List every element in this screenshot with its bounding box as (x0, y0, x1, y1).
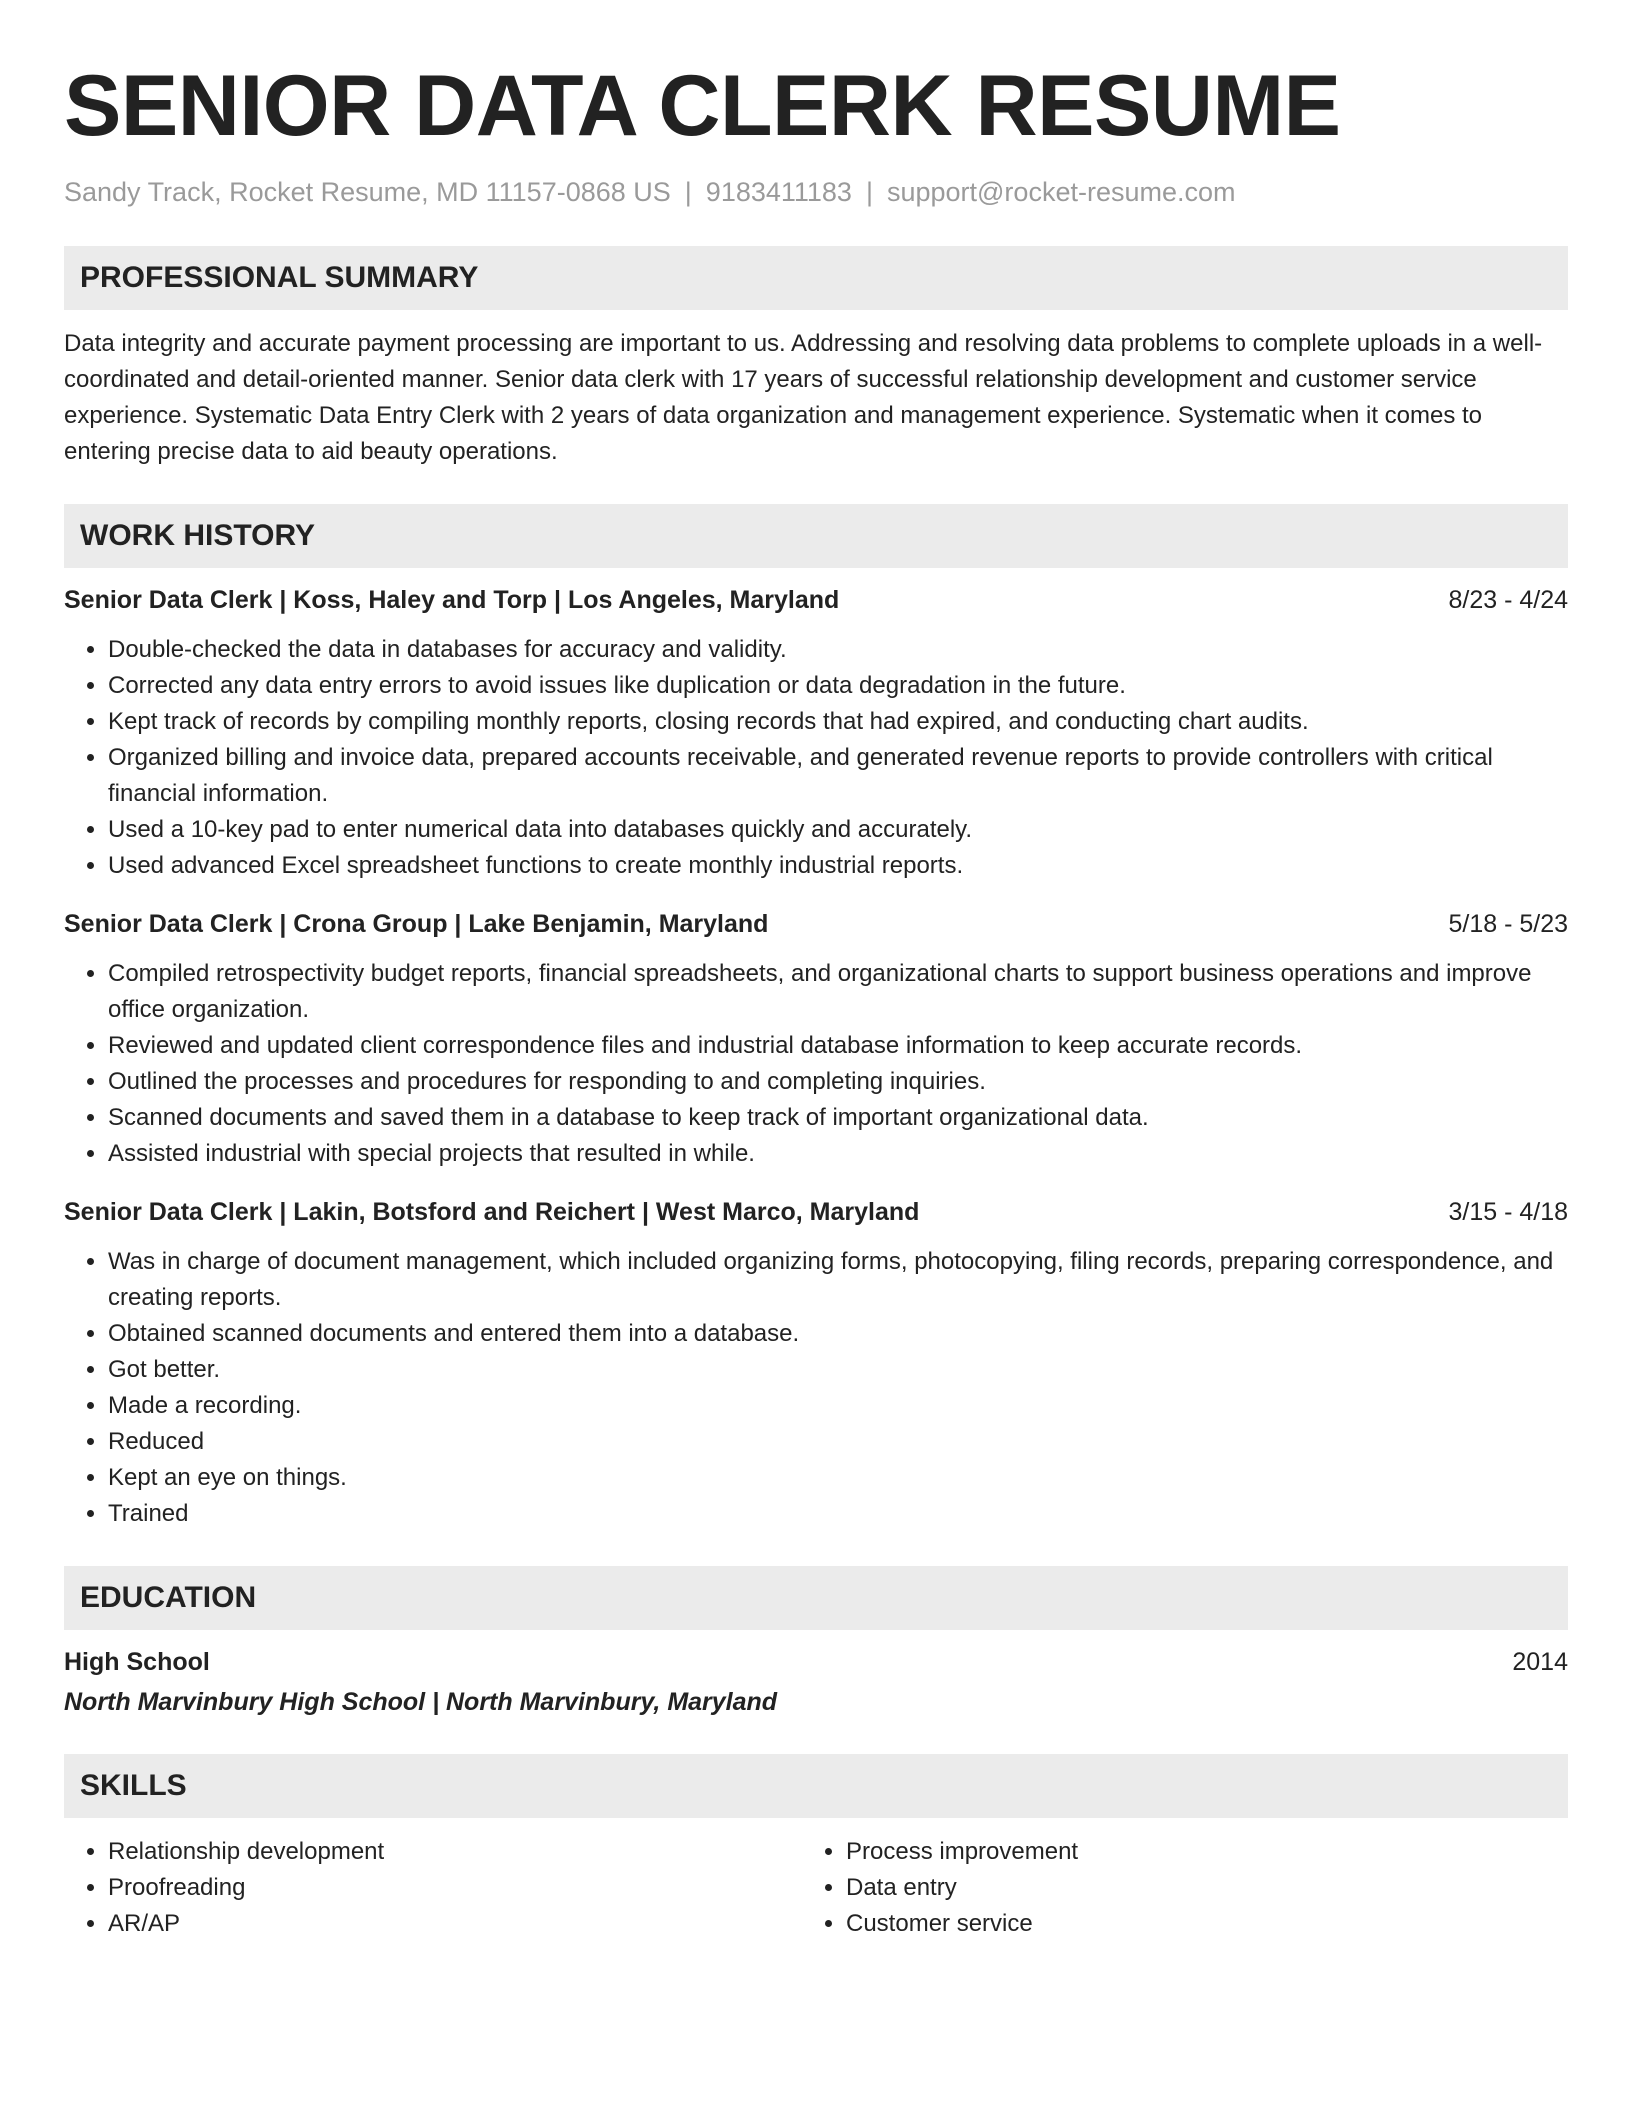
education-entry (64, 1644, 1568, 1720)
list-item: • Got better. (108, 1352, 1568, 1388)
contact-address: Sandy Track, Rocket Resume, MD 11157-0868 US (64, 177, 671, 207)
job-title: Senior Data Clerk | Koss, Haley and Torp | Los Angeles, Maryland (64, 586, 840, 614)
job-entry (64, 906, 1568, 1172)
section-header-summary: PROFESSIONAL SUMMARY (64, 246, 1568, 310)
job-dates: 8/23 - 4/24 (1448, 586, 1568, 614)
section-header-work-history: WORK HISTORY (64, 504, 1568, 568)
list-item: • Compiled retrospectivity budget reports, financial spreadsheets, and organizational charts to support business operations and improve office organization. (108, 956, 1568, 1028)
job-header (64, 582, 1568, 618)
list-item: • Used a 10-key pad to enter numerical data into databases quickly and accurately. (108, 812, 1568, 848)
job-bullets (64, 632, 1568, 884)
skills-grid (64, 1834, 1568, 1942)
skills-list (802, 1834, 1540, 1942)
list-item: • Kept an eye on things. (108, 1460, 1568, 1496)
job-dates: 3/15 - 4/18 (1448, 1198, 1568, 1226)
skills-column-right (802, 1834, 1540, 1942)
job-header (64, 1194, 1568, 1230)
job-entry (64, 1194, 1568, 1532)
contact-email: support@rocket-resume.com (886, 177, 1236, 207)
list-item: • AR/AP (108, 1906, 802, 1942)
job-entry (64, 582, 1568, 884)
job-header (64, 906, 1568, 942)
job-title: Senior Data Clerk | Crona Group | Lake Benjamin, Maryland (64, 910, 769, 938)
list-item: • Double-checked the data in databases for accuracy and validity. (108, 632, 1568, 668)
list-item: • Was in charge of document management, which included organizing forms, photocopying, filing records, preparing correspondence, and creating reports. (108, 1244, 1568, 1316)
list-item: • Reviewed and updated client correspondence files and industrial database information to keep accurate records. (108, 1028, 1568, 1064)
education-degree: High School (64, 1648, 210, 1676)
education-year: 2014 (1512, 1648, 1568, 1676)
list-item: • Trained (108, 1496, 1568, 1532)
list-item: • Corrected any data entry errors to avoid issues like duplication or data degradation in the future. (108, 668, 1568, 704)
list-item: • Reduced (108, 1424, 1568, 1460)
list-item: • Organized billing and invoice data, prepared accounts receivable, and generated revenue reports to provide controllers with critical financial information. (108, 740, 1568, 812)
education-school: North Marvinbury High School | North Marvinbury, Maryland (64, 1688, 778, 1716)
skills-column-left (64, 1834, 802, 1942)
list-item: • Scanned documents and saved them in a database to keep track of important organizational data. (108, 1100, 1568, 1136)
list-item: • Customer service (846, 1906, 1540, 1942)
section-header-education: EDUCATION (64, 1566, 1568, 1630)
contact-line (64, 174, 1568, 210)
resume-title: SENIOR DATA CLERK RESUME (64, 58, 1341, 154)
list-item: • Assisted industrial with special projects that resulted in while. (108, 1136, 1568, 1172)
list-item: • Data entry (846, 1870, 1540, 1906)
job-bullets (64, 1244, 1568, 1532)
contact-separator: | (865, 177, 873, 207)
list-item: • Process improvement (846, 1834, 1540, 1870)
list-item: • Made a recording. (108, 1388, 1568, 1424)
contact-separator: | (684, 177, 692, 207)
job-dates: 5/18 - 5/23 (1448, 910, 1568, 938)
list-item: • Outlined the processes and procedures for responding to and completing inquiries. (108, 1064, 1568, 1100)
job-bullets (64, 956, 1568, 1172)
section-header-skills: SKILLS (64, 1754, 1568, 1818)
list-item: • Kept track of records by compiling monthly reports, closing records that had expired, and conducting chart audits. (108, 704, 1568, 740)
list-item: • Obtained scanned documents and entered them into a database. (108, 1316, 1568, 1352)
skills-list (64, 1834, 802, 1942)
list-item: • Relationship development (108, 1834, 802, 1870)
contact-phone: 9183411183 (705, 177, 852, 207)
list-item: • Used advanced Excel spreadsheet functions to create monthly industrial reports. (108, 848, 1568, 884)
list-item: • Proofreading (108, 1870, 802, 1906)
job-title: Senior Data Clerk | Lakin, Botsford and Reichert | West Marco, Maryland (64, 1198, 920, 1226)
summary-text: Data integrity and accurate payment processing are important to us. Addressing and resolving data problems to complete uploads in a well-coordinated and detail-oriented manner. Senior data clerk with 17 years of successful relationship development and customer service experience. Systematic Data Entry Clerk with 2 years of data organization and management experience. Systematic when it comes to entering precise data to aid beauty operations. (64, 330, 1543, 465)
education-header (64, 1644, 1568, 1680)
